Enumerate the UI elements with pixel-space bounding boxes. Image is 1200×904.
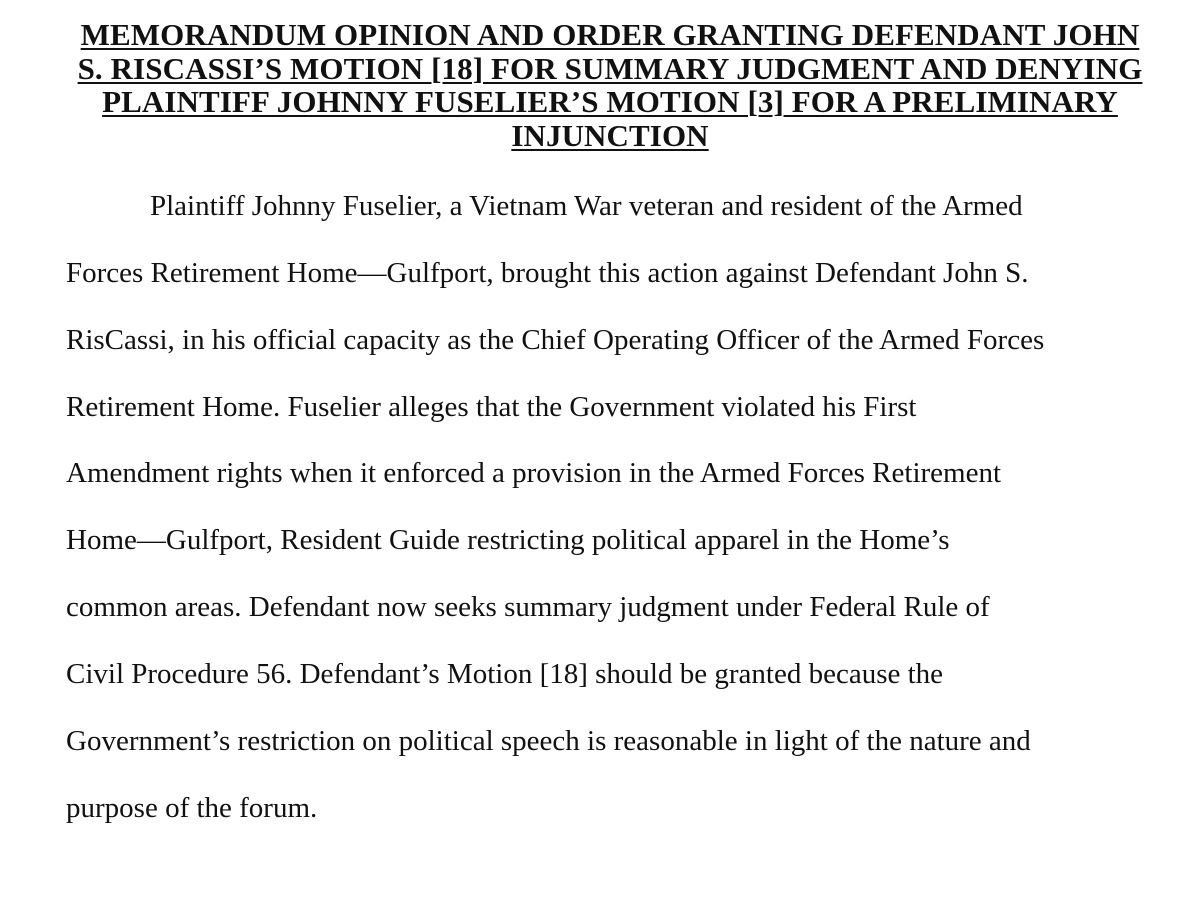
body-line-6: Home—Gulfport, Resident Guide restricting political apparel in the Home’s bbox=[66, 524, 950, 556]
body-line-1: Plaintiff Johnny Fuselier, a Vietnam War veteran and resident of the Armed bbox=[150, 190, 1023, 222]
body-line-10: purpose of the forum. bbox=[66, 792, 318, 824]
body-line-8: Civil Procedure 56. Defendant’s Motion [18] should be granted because the bbox=[66, 658, 944, 690]
body-line-9: Government’s restriction on political speech is reasonable in light of the nature and bbox=[66, 725, 1031, 757]
title-line-1: MEMORANDUM OPINION AND ORDER GRANTING DEFENDANT JOHN bbox=[80, 17, 1140, 52]
title-line-4: INJUNCTION bbox=[511, 117, 709, 153]
document-title bbox=[66, 18, 1154, 152]
body-line-4: Retirement Home. Fuselier alleges that the Government violated his First bbox=[66, 391, 917, 423]
title-line-2: S. RISCASSI’S MOTION [18] FOR SUMMARY JUDGMENT AND DENYING bbox=[77, 50, 1143, 86]
body-line-3: RisCassi, in his official capacity as the Chief Operating Officer of the Armed Forces bbox=[66, 324, 1045, 356]
title-line-3: PLAINTIFF JOHNNY FUSELIER’S MOTION [3] FOR A PRELIMINARY bbox=[102, 84, 1118, 119]
body-line-2: Forces Retirement Home—Gulfport, brought this action against Defendant John S. bbox=[66, 257, 1029, 289]
body-line-7: common areas. Defendant now seeks summary judgment under Federal Rule of bbox=[66, 591, 990, 623]
body-line-5: Amendment rights when it enforced a provision in the Armed Forces Retirement bbox=[66, 457, 1002, 489]
